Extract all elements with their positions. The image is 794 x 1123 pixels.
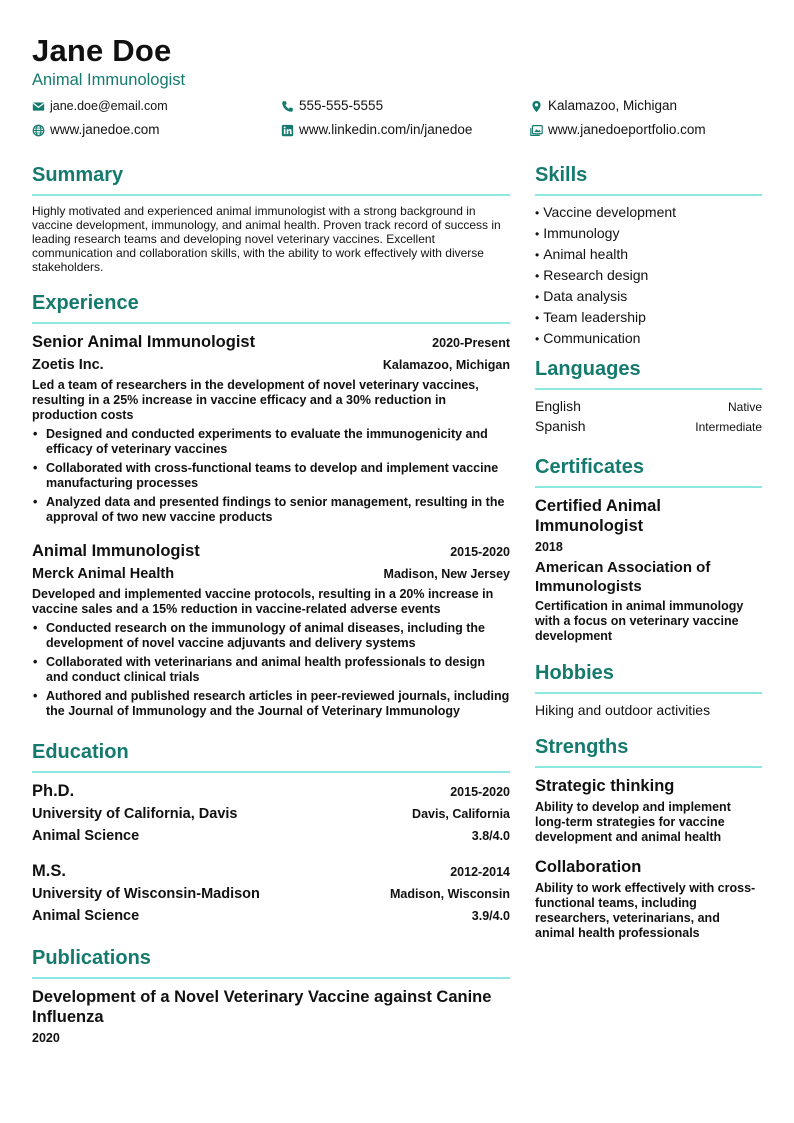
strength-description: Ability to develop and implement long-term strategies for vaccine development and animal health — [535, 800, 731, 844]
certificate-name: Certified Animal Immunologist — [535, 497, 661, 535]
gpa: 3.8/4.0 — [471, 829, 510, 843]
phone-icon — [281, 100, 294, 113]
experience-heading: Experience — [32, 292, 139, 314]
job-company: Merck Animal Health — [32, 566, 175, 582]
job-title: Senior Animal Immunologist — [32, 333, 256, 351]
summary-text: Highly motivated and experienced animal immunologist with a strong background in vaccine development, immunology, and animal health. Proven track record of success in leading research teams and developing novel veterinary vaccines. Excellent communication and collaboration skills, with the ability to work effectively with diverse stakeholders. — [32, 204, 501, 274]
job-dates: 2020-Present — [432, 336, 510, 350]
publication-title: Development of a Novel Veterinary Vaccine against Canine Influenza — [32, 988, 492, 1026]
certificate-description: Certification in animal immunology with a focus on veterinary vaccine development — [535, 599, 744, 643]
website-text: www.janedoe.com — [50, 122, 160, 137]
contact-website[interactable] — [32, 122, 160, 138]
globe-icon — [32, 124, 45, 137]
list-item: • Data analysis — [535, 286, 762, 307]
school-location: Davis, California — [412, 807, 510, 821]
languages-divider — [535, 388, 762, 390]
list-item: • Designed and conducted experiments to evaluate the immunogenicity and efficacy of veterinary vaccines — [32, 427, 510, 457]
school: University of Wisconsin-Madison — [32, 886, 260, 902]
field-of-study: Animal Science — [32, 908, 140, 924]
portfolio-text: www.janedoeportfolio.com — [548, 122, 706, 137]
list-item: • Analyzed data and presented findings to senior management, resulting in the approval of two new vaccine products — [32, 495, 510, 525]
language-name: Spanish — [535, 418, 586, 434]
education-heading: Education — [32, 741, 129, 763]
contact-location — [530, 98, 677, 114]
job-title: Animal Immunologist — [32, 542, 200, 560]
map-pin-icon — [530, 100, 543, 113]
list-item: • Vaccine development — [535, 202, 762, 223]
language-row — [535, 396, 762, 417]
experience-divider — [32, 322, 510, 324]
job-company: Zoetis Inc. — [32, 357, 104, 373]
degree: M.S. — [32, 862, 66, 880]
publications-divider — [32, 977, 510, 979]
job-header — [32, 332, 510, 352]
envelope-icon — [32, 100, 45, 113]
job-header — [32, 541, 510, 561]
list-item: • Animal health — [535, 244, 762, 265]
list-item: • Collaborated with veterinarians and animal health professionals to design and conduct clinical trials — [32, 655, 510, 685]
summary-heading: Summary — [32, 164, 124, 186]
location-text: Kalamazoo, Michigan — [548, 98, 678, 113]
language-row — [535, 416, 762, 437]
language-name: English — [535, 398, 581, 414]
skills-heading: Skills — [535, 164, 588, 186]
job-dates: 2015-2020 — [450, 545, 510, 559]
education-header — [32, 861, 510, 881]
gpa: 3.9/4.0 — [471, 909, 510, 923]
job-location: Kalamazoo, Michigan — [382, 358, 510, 372]
education-school-row — [32, 805, 510, 823]
field-of-study: Animal Science — [32, 828, 140, 844]
job-company-row — [32, 356, 510, 374]
contact-phone[interactable] — [281, 98, 383, 114]
list-item: • Research design — [535, 265, 762, 286]
strength-name: Collaboration — [535, 858, 642, 876]
linkedin-icon — [281, 124, 294, 137]
strength-name: Strategic thinking — [535, 777, 675, 795]
job-bullets — [32, 427, 510, 529]
education-dates: 2015-2020 — [450, 785, 510, 799]
language-level: Native — [727, 400, 762, 414]
list-item: • Team leadership — [535, 307, 762, 328]
contact-email[interactable] — [32, 98, 168, 114]
skills-divider — [535, 194, 762, 196]
list-item: • Immunology — [535, 223, 762, 244]
list-item: • Collaborated with cross-functional teams to develop and implement vaccine manufacturing processes — [32, 461, 510, 491]
publications-heading: Publications — [32, 947, 151, 969]
strengths-heading: Strengths — [535, 736, 629, 758]
summary-divider — [32, 194, 510, 196]
candidate-name: Jane Doe — [32, 33, 172, 68]
phone-text: 555-555-5555 — [299, 98, 384, 113]
email-text: jane.doe@email.com — [50, 99, 168, 113]
strengths-divider — [535, 766, 762, 768]
education-dates: 2012-2014 — [450, 865, 510, 879]
portfolio-image-icon — [530, 124, 543, 137]
contact-linkedin[interactable] — [281, 122, 472, 138]
job-bullets — [32, 621, 510, 723]
hobby-item: Hiking and outdoor activities — [535, 702, 711, 718]
education-school-row — [32, 885, 510, 903]
candidate-role: Animal Immunologist — [32, 71, 186, 89]
hobbies-divider — [535, 692, 762, 694]
certificates-heading: Certificates — [535, 456, 644, 478]
certificate-name: American Association of Immunologists — [535, 559, 711, 595]
certificate-year: 2018 — [535, 540, 563, 554]
language-level: Intermediate — [695, 420, 762, 434]
education-header — [32, 781, 510, 801]
skills-list — [535, 202, 762, 349]
education-field-row — [32, 827, 510, 845]
contact-portfolio[interactable] — [530, 122, 706, 138]
hobbies-heading: Hobbies — [535, 662, 614, 684]
list-item: • Authored and published research articles in peer-reviewed journals, including the Journal of Immunology and the Journal of Veterinary Immunology — [32, 689, 510, 719]
list-item: • Communication — [535, 328, 762, 349]
school-location: Madison, Wisconsin — [389, 887, 510, 901]
list-item: • Conducted research on the immunology of animal diseases, including the development of novel vaccine adjuvants and delivery systems — [32, 621, 510, 651]
certificates-divider — [535, 486, 762, 488]
degree: Ph.D. — [32, 782, 75, 800]
job-description: Led a team of researchers in the development of novel veterinary vaccines, resulting in a 25% increase in vaccine efficacy and a 30% reduction in production costs — [32, 378, 479, 422]
education-divider — [32, 771, 510, 773]
education-field-row — [32, 907, 510, 925]
languages-heading: Languages — [535, 358, 641, 380]
job-location: Madison, New Jersey — [383, 567, 510, 581]
job-company-row — [32, 565, 510, 583]
school: University of California, Davis — [32, 806, 238, 822]
strength-description: Ability to work effectively with cross-functional teams, including researchers, veterinarians, and animal health professionals — [535, 881, 756, 940]
linkedin-text: www.linkedin.com/in/janedoe — [299, 122, 473, 137]
publication-year: 2020 — [32, 1031, 60, 1045]
job-description: Developed and implemented vaccine protocols, resulting in a 20% increase in vaccine sales and a 15% reduction in vaccine-related adverse events — [32, 587, 494, 616]
